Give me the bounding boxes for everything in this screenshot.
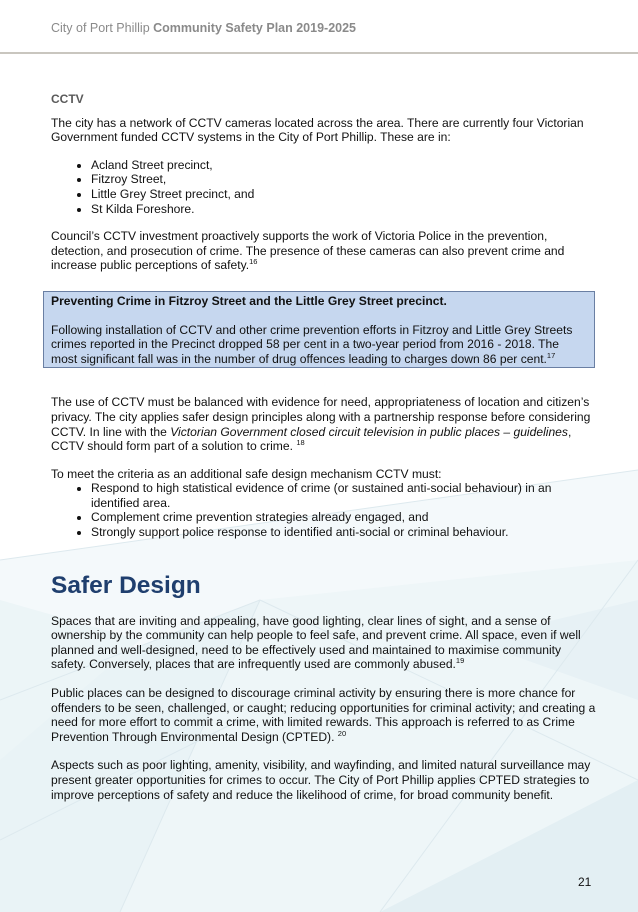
safer-design-heading: Safer Design xyxy=(51,571,201,599)
callout-body-paragraph xyxy=(51,323,587,367)
header-title xyxy=(51,21,356,35)
header-title-bold: Community Safety Plan 2019-2025 xyxy=(153,21,357,35)
page-header xyxy=(0,0,638,54)
cctv-investment-text: Council’s CCTV investment proactively supports the work of Victoria Police in the prevention, detection, and prosecution of crime. The presence of these cameras can also prevent crime and increase public perceptions of safety. xyxy=(51,229,565,273)
safer-design-paragraph-3: Aspects such as poor lighting, amenity, visibility, and wayfinding, and limited natural surveillance may present greater opportunities for crimes to occur. The City of Port Phillip applies CPTED strategies to improve perceptions of safety and reduce the likelihood of crime, for broad community benefit. xyxy=(51,758,591,802)
cctv-intro: The city has a network of CCTV cameras located across the area. There are currently four Victorian Government funded CCTV systems in the City of Port Phillip. These are in: xyxy=(51,115,584,145)
callout-title: Preventing Crime in Fitzroy Street and the Little Grey Street precinct. xyxy=(51,293,447,308)
list-item: • Respond to high statistical evidence of crime (or sustained anti-social behaviour) in an identified area. xyxy=(91,481,599,510)
callout-body: Following installation of CCTV and other crime prevention efforts in Fitzroy and Little Grey Streets crimes reported in the Precinct dropped 58 per cent in a two-year period from 2016 - 2018. The most significant fall was in the number of drug offences leading to charges down 86 per cent. xyxy=(51,322,573,366)
footnote-ref: 16 xyxy=(249,257,258,267)
header-title-regular: City of Port Phillip xyxy=(51,21,150,35)
safer-design-paragraph-1 xyxy=(51,614,599,672)
balance-text-1: The use of CCTV must be balanced with evidence for need, appropriateness of location and citizen’s privacy. The city applies safer design principles along with a partnership response before considering CCTV. In line with the xyxy=(51,395,591,439)
cctv-investment-paragraph xyxy=(51,229,599,273)
list-item: • Acland Street precinct, xyxy=(91,158,599,173)
list-item: • St Kilda Foreshore. xyxy=(91,202,599,217)
safer-design-paragraph-2 xyxy=(51,686,599,744)
list-item: • Fitzroy Street, xyxy=(91,172,599,187)
footnote-ref: 19 xyxy=(455,656,465,666)
criteria-list xyxy=(51,481,599,539)
list-item: • Complement crime prevention strategies already engaged, and xyxy=(91,510,599,525)
cctv-location-list xyxy=(51,158,599,216)
page-content xyxy=(51,92,599,802)
safer-design-text-2: Public places can be designed to discourage criminal activity by ensuring there is more chance for offenders to be seen, challenged, or caught; reducing opportunities for criminal activity; and creating a need for more effort to commit a crime, with limited rewards. This approach is referred to as Crime Prevention Through Environmental Design (CPTED). xyxy=(51,686,596,744)
footnote-ref: 17 xyxy=(546,350,556,360)
safer-design-text-1: Spaces that are inviting and appealing, have good lighting, clear lines of sight, and a sense of ownership by the community can help people to feel safe, and prevent crime. All space, even if well planned and well-designed, need to be effectively used and maintained to maximise community safety. Conversely, places that are infrequently used are commonly abused. xyxy=(51,613,581,672)
criteria-intro: To meet the criteria as an additional safe design mechanism CCTV must: xyxy=(51,466,442,481)
case-study-callout xyxy=(43,291,595,368)
list-item: • Strongly support police response to identified anti-social or criminal behaviour. xyxy=(91,525,599,540)
list-item: • Little Grey Street precinct, and xyxy=(91,187,599,202)
footnote-ref: 18 xyxy=(296,438,305,448)
cctv-balance-paragraph xyxy=(51,395,599,453)
cctv-heading: CCTV xyxy=(51,92,84,106)
footnote-ref: 20 xyxy=(337,728,347,738)
page-number: 21 xyxy=(578,875,592,889)
guidelines-title: Victorian Government closed circuit television in public places – guidelines xyxy=(170,424,568,439)
balance-text-2: , CCTV should form part of a solution to crime. xyxy=(51,424,572,454)
